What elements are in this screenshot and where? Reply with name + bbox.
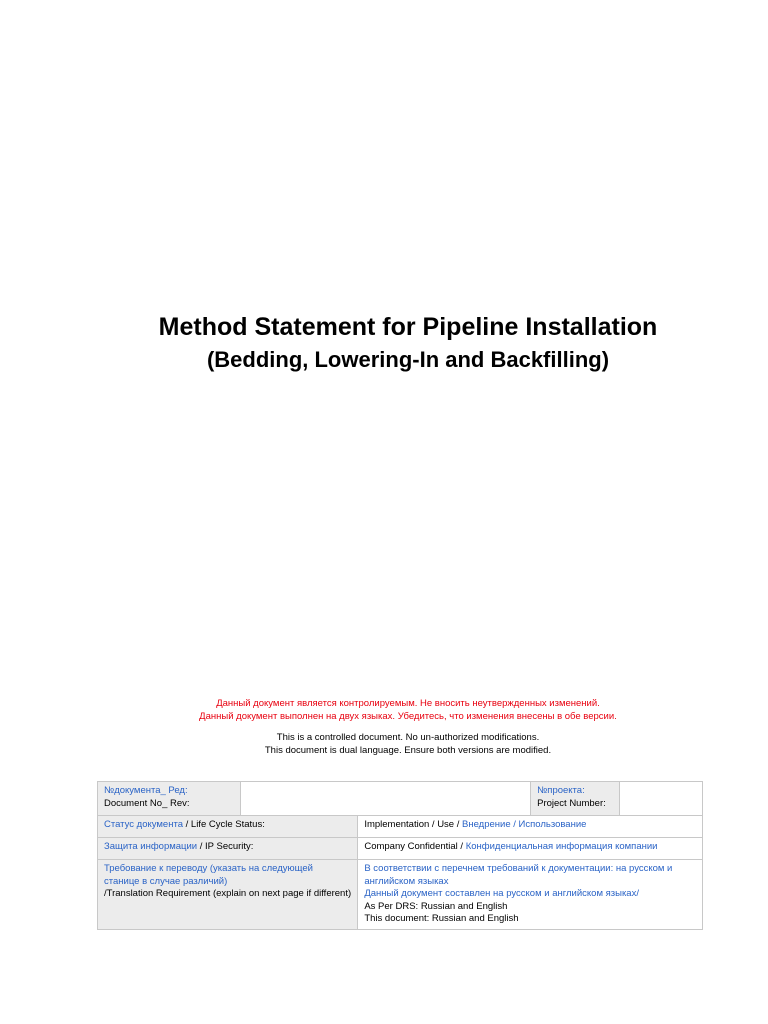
project-no-label-cell xyxy=(531,782,620,816)
document-info-table xyxy=(97,781,703,930)
translation-value-en-1: As Per DRS: Russian and English xyxy=(364,900,508,912)
ip-label-en: / IP Security: xyxy=(197,841,254,852)
table-row xyxy=(98,838,703,860)
project-no-label-ru: №проекта: xyxy=(537,785,585,796)
doc-no-label-ru: №документа_ Ред: xyxy=(104,785,188,796)
doc-no-value-cell xyxy=(240,782,530,816)
status-label-cell xyxy=(98,816,358,838)
translation-value-ru-1: В соответствии с перечнем требований к документации: на русском и английском языках xyxy=(364,863,673,887)
project-no-value-cell xyxy=(620,782,703,816)
ip-label-cell xyxy=(98,838,358,860)
ip-value-cell xyxy=(358,838,703,860)
ip-label-ru: Защита информации xyxy=(104,841,198,852)
status-label-en: / Life Cycle Status: xyxy=(183,819,265,830)
translation-value-cell xyxy=(358,860,703,930)
translation-label-cell xyxy=(98,860,358,930)
notice-en-line: This is a controlled document. No un-authorized modifications. xyxy=(276,732,540,743)
status-label-ru: Статус документа xyxy=(104,819,183,830)
notice-russian xyxy=(0,697,768,723)
document-subtitle: (Bedding, Lowering-In and Backfilling) xyxy=(206,347,610,372)
translation-value-en-2: This document: Russian and English xyxy=(364,913,519,924)
translation-label-en: /Translation Requirement (explain on next page if different) xyxy=(104,888,352,899)
status-value-en: Implementation / Use / xyxy=(364,819,463,830)
notice-ru-line: Данный документ выполнен на двух языках. Убедитесь, что изменения внесены в обе версии. xyxy=(199,711,617,722)
ip-value-ru: Конфиденциальная информация компании xyxy=(465,841,658,852)
status-value-ru: Внедрение / Использование xyxy=(462,819,587,830)
translation-label-ru: Требование к переводу (указать на следующей станице в случае различий) xyxy=(104,863,313,887)
notice-ru-line: Данный документ является контролируемым. Не вносить неутвержденных изменений. xyxy=(216,698,600,709)
project-no-label-en: Project Number: xyxy=(537,797,606,809)
table-row xyxy=(98,860,703,930)
table-row xyxy=(98,816,703,838)
notice-en-line: This document is dual language. Ensure both versions are modified. xyxy=(264,745,552,756)
notice-english xyxy=(0,731,768,757)
translation-value-ru-2: Данный документ составлен на русском и английском языках/ xyxy=(364,888,639,899)
doc-no-label-cell xyxy=(98,782,241,816)
doc-no-label-en: Document No_ Rev: xyxy=(104,797,190,809)
status-value-cell xyxy=(358,816,703,838)
table-row xyxy=(98,782,703,816)
ip-value-en: Company Confidential / xyxy=(364,841,466,852)
document-title: Method Statement for Pipeline Installation xyxy=(158,313,658,341)
